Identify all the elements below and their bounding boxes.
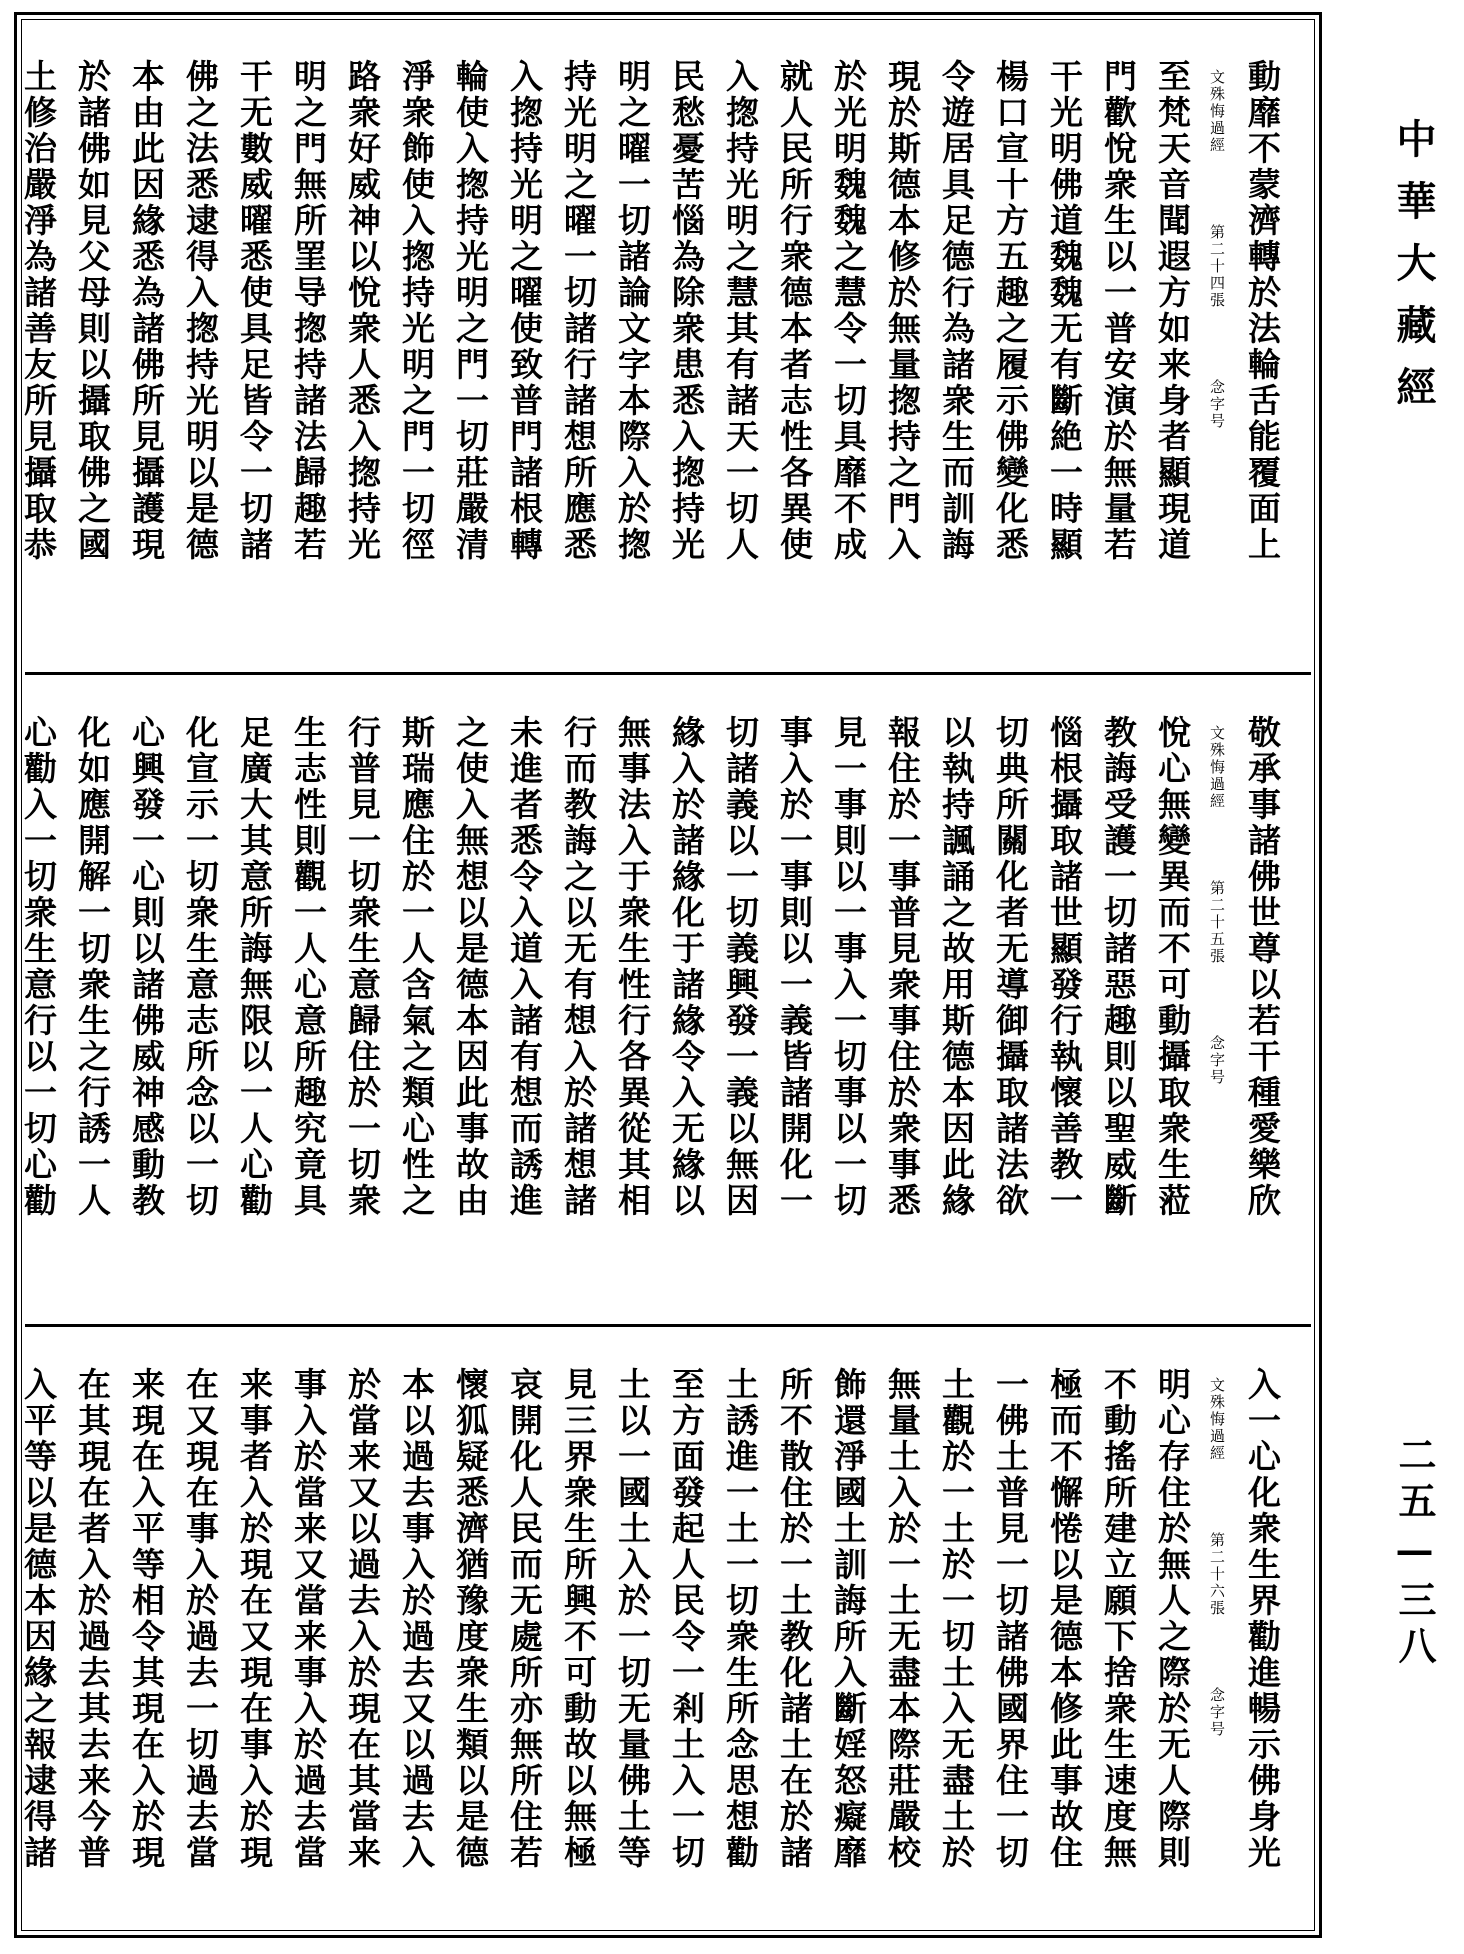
text-column: 干无數威曜悉使具足皆令一切諸 xyxy=(235,59,274,563)
text-column: 極而不懈惓以是德本修此事故住 xyxy=(1045,1367,1084,1871)
text-column: 民愁憂苦惱為除衆患悉入揔持光 xyxy=(667,59,706,563)
volume-mark: 念字号 xyxy=(1208,379,1226,430)
register-divider xyxy=(25,1324,1311,1327)
text-column: 所不散住於一土教化諸土在於諸 xyxy=(775,1367,814,1871)
text-column: 緣入於諸緣化于諸緣令入无緣以 xyxy=(667,715,706,1219)
text-column: 入揔持光明之慧其有諸天一切人 xyxy=(721,59,760,563)
text-column: 未進者悉令入道入諸有想而誘進 xyxy=(505,715,544,1219)
text-column: 斯瑞應住於一人含氣之類心性之 xyxy=(397,715,436,1219)
text-column: 路衆好威神以悅衆人悉入揔持光 xyxy=(343,59,382,563)
text-column: 来現在入平等相令其現在入於現 xyxy=(127,1367,166,1871)
text-column: 本以過去事入於過去又以過去入 xyxy=(397,1367,436,1871)
text-column: 土觀於一土於一切土入无盡土於 xyxy=(937,1367,976,1871)
text-column: 心勸入一切衆生意行以一切心勸 xyxy=(19,715,58,1219)
text-column: 飾還淨國土訓誨所入斷婬怒癡靡 xyxy=(829,1367,868,1871)
text-column: 就人民所行衆德本者志性各異使 xyxy=(775,59,814,563)
sheet-number: 第二十五張 xyxy=(1208,880,1226,965)
text-column: 敬承事諸佛世尊以若干種愛樂欣 xyxy=(1243,715,1282,1219)
text-column: 生志性則觀一人心意所趣究竟具 xyxy=(289,715,328,1219)
text-column: 明之曜一切諸論文字本際入於揔 xyxy=(613,59,652,563)
text-column: 懷狐疑悉濟猶豫度衆生類以是德 xyxy=(451,1367,490,1871)
text-column: 淨衆飾使入揔持光明之門一切徑 xyxy=(397,59,436,563)
text-column: 持光明之曜一切諸行諸想所應悉 xyxy=(559,59,598,563)
sheet-number: 第二十六張 xyxy=(1208,1532,1226,1617)
text-column: 在又現在事入於過去一切過去當 xyxy=(181,1367,220,1871)
text-column: 於當来又以過去入於現在其當来 xyxy=(343,1367,382,1871)
text-column: 見三界衆生所興不可動故以無極 xyxy=(559,1367,598,1871)
text-column: 於諸佛如見父母則以攝取佛之國 xyxy=(73,59,112,563)
text-column: 楊口宣十方五趣之履示佛變化悉 xyxy=(991,59,1030,563)
page-number: 二五—三八 xyxy=(1392,1435,1437,1672)
text-column: 行而教誨之以无有想入於諸想諸 xyxy=(559,715,598,1219)
text-column: 哀開化人民而无處所亦無所住若 xyxy=(505,1367,544,1871)
text-column: 事入於一事則以一義皆諸開化一 xyxy=(775,715,814,1219)
text-column: 本由此因緣悉為諸佛所見攝護現 xyxy=(127,59,166,563)
text-column: 化如應開解一切衆生之行誘一人 xyxy=(73,715,112,1219)
text-column: 無事法入于衆生性行各異從其相 xyxy=(613,715,652,1219)
volume-mark: 念字号 xyxy=(1208,1035,1226,1086)
text-column: 至方面發起人民令一剎土入一切 xyxy=(667,1367,706,1871)
text-column: 悅心無變異而不可動攝取衆生蒞 xyxy=(1153,715,1192,1219)
text-column: 一佛土普見一切諸佛國界住一切 xyxy=(991,1367,1030,1871)
text-column: 教誨受護一切諸惡趣則以聖威斷 xyxy=(1099,715,1138,1219)
margin-header xyxy=(1199,1367,1235,1925)
text-columns xyxy=(11,1367,1289,1915)
text-column: 門歡悅衆生以一普安演於無量若 xyxy=(1099,59,1138,563)
text-column: 入一心化衆生界勸進暢示佛身光 xyxy=(1243,1367,1282,1871)
text-column: 現於斯德本修於無量揔持之門入 xyxy=(883,59,922,563)
register-divider xyxy=(25,672,1311,675)
text-columns xyxy=(11,715,1289,1309)
text-column: 之使入無想以是德本因此事故由 xyxy=(451,715,490,1219)
text-column: 切典所關化者无導御攝取諸法欲 xyxy=(991,715,1030,1219)
text-column: 以執持諷誦之故用斯德本因此緣 xyxy=(937,715,976,1219)
text-column: 惱根攝取諸世顯發行執懷善教一 xyxy=(1045,715,1084,1219)
text-column: 土以一國土入於一切无量佛土等 xyxy=(613,1367,652,1871)
text-column: 足廣大其意所誨無限以一人心勸 xyxy=(235,715,274,1219)
text-column: 明之門無所罣导揔持諸法歸趣若 xyxy=(289,59,328,563)
text-columns xyxy=(11,59,1289,657)
collection-title: 中華大藏經 xyxy=(1390,118,1436,428)
text-column: 明心存住於無人之際於无人際則 xyxy=(1153,1367,1192,1871)
sheet-number: 第二十四張 xyxy=(1208,224,1226,309)
text-column: 入揔持光明之曜使致普門諸根轉 xyxy=(505,59,544,563)
register-top xyxy=(19,23,1311,671)
volume-mark: 念字号 xyxy=(1208,1687,1226,1738)
text-column: 至梵天音聞遐方如来身者顯現道 xyxy=(1153,59,1192,563)
register-bottom xyxy=(19,1331,1311,1929)
text-column: 土修治嚴淨為諸善友所見攝取恭 xyxy=(19,59,58,563)
text-column: 不動搖所建立願下捨衆生速度無 xyxy=(1099,1367,1138,1871)
text-column: 在其現在者入於過去其去来今普 xyxy=(73,1367,112,1871)
text-column: 於光明魏魏之慧令一切具靡不成 xyxy=(829,59,868,563)
text-column: 報住於一事普見衆事住於衆事悉 xyxy=(883,715,922,1219)
text-column: 佛之法悉逮得入揔持光明以是德 xyxy=(181,59,220,563)
text-column: 心興發一心則以諸佛威神感動教 xyxy=(127,715,166,1219)
text-column: 動靡不蒙濟轉於法輪舌能覆面上 xyxy=(1243,59,1282,563)
text-column: 干光明佛道魏魏无有斷絶一時顯 xyxy=(1045,59,1084,563)
text-column: 化宣示一切衆生意志所念以一切 xyxy=(181,715,220,1219)
register-middle xyxy=(19,679,1311,1323)
text-column: 行普見一切衆生意歸住於一切衆 xyxy=(343,715,382,1219)
sutra-title: 文殊悔過經 xyxy=(1208,1377,1226,1462)
page-sheet xyxy=(14,12,1322,1938)
text-column: 切諸義以一切義興發一義以無因 xyxy=(721,715,760,1219)
text-column: 令遊居具足德行為諸衆生而訓誨 xyxy=(937,59,976,563)
text-column: 見一事則以一事入一切事以一切 xyxy=(829,715,868,1219)
sutra-title: 文殊悔過經 xyxy=(1208,725,1226,810)
text-column: 土誘進一土一切衆生所念思想勸 xyxy=(721,1367,760,1871)
text-column: 無量土入於一土无盡本際莊嚴校 xyxy=(883,1367,922,1871)
text-column: 来事者入於現在又現在事入於現 xyxy=(235,1367,274,1871)
text-column: 入平等以是德本因緣之報逮得諸 xyxy=(19,1367,58,1871)
text-column: 輪使入揔持光明之門一切莊嚴清 xyxy=(451,59,490,563)
margin-header xyxy=(1199,715,1235,1319)
sutra-title: 文殊悔過經 xyxy=(1208,69,1226,154)
text-column: 事入於當来又當来事入於過去當 xyxy=(289,1367,328,1871)
margin-header xyxy=(1199,59,1235,667)
